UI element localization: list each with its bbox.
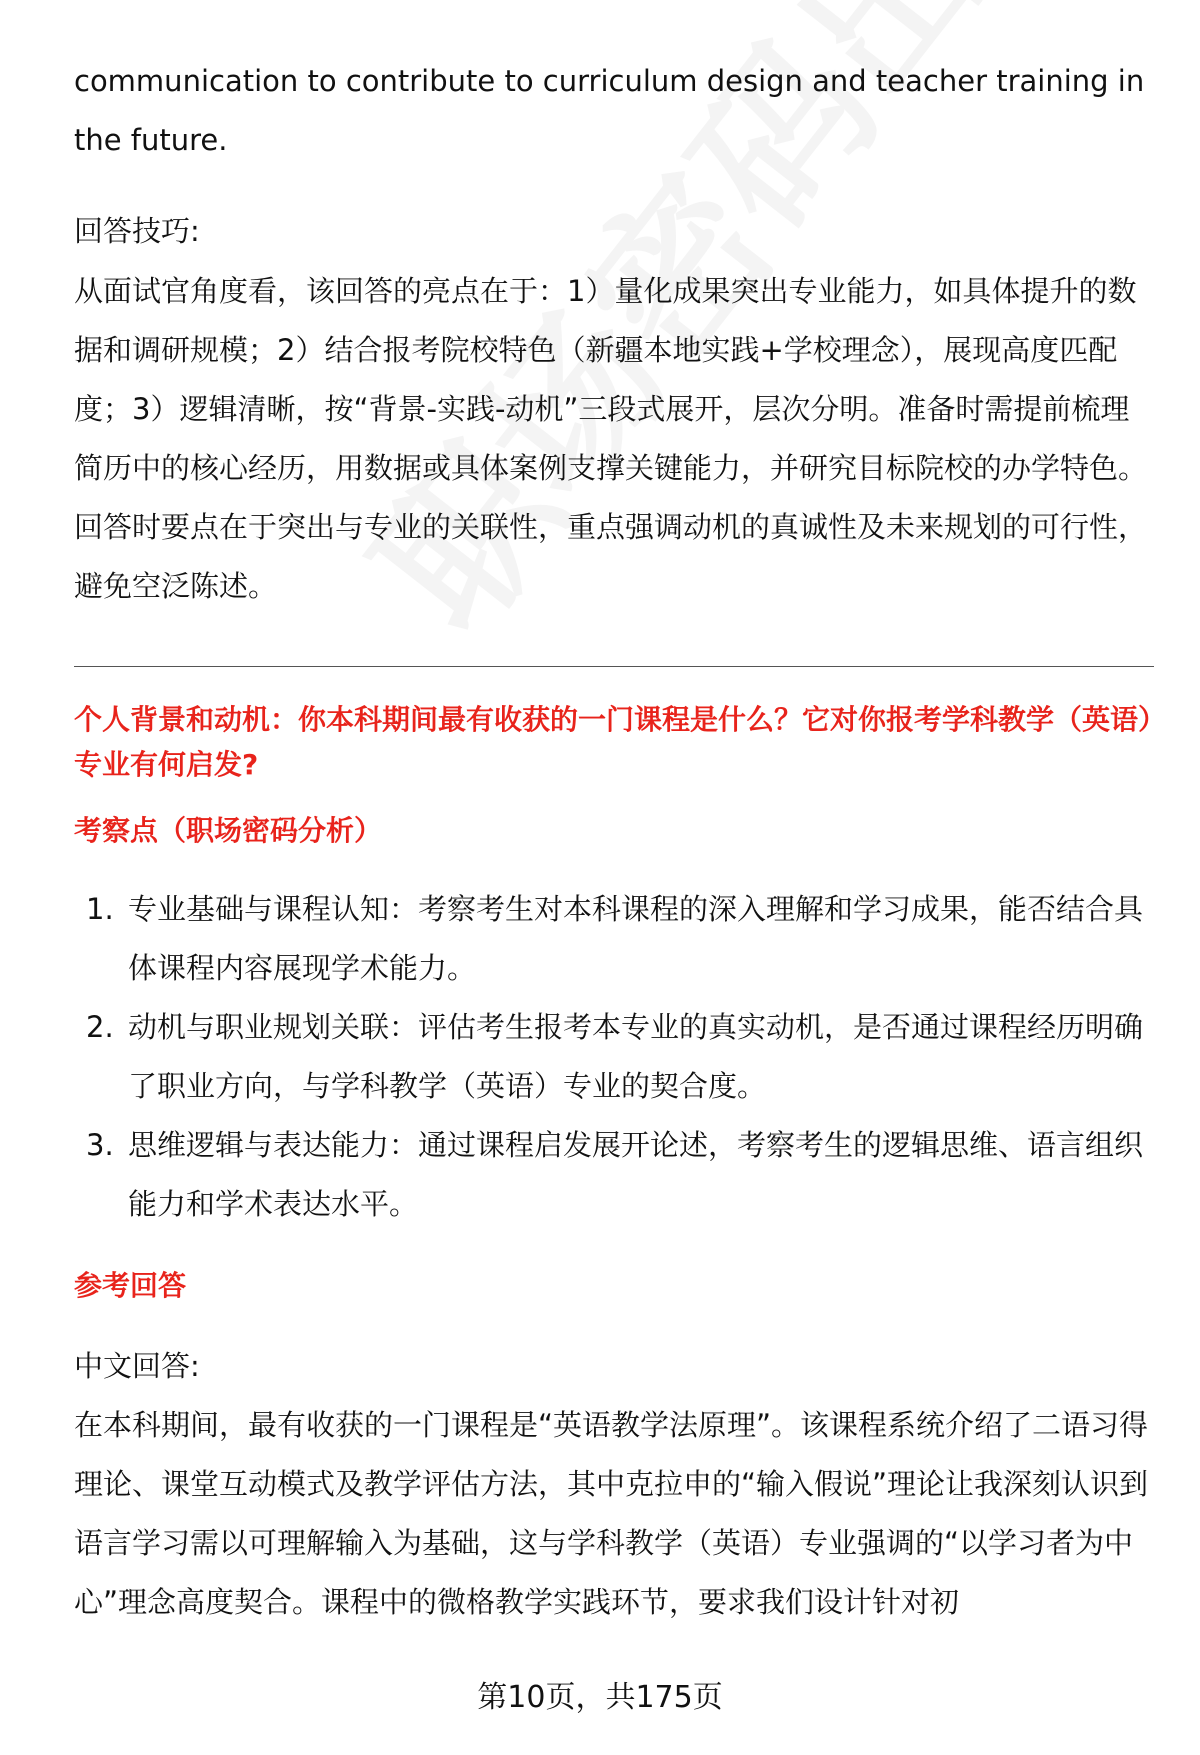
focus-item-number: 3. (86, 1128, 114, 1162)
focus-item-number: 1. (86, 892, 114, 926)
focus-item-text: 动机与职业规划关联：评估考生报考本专业的真实动机，是否通过课程经历明确了职业方向，与学科教学（英语）专业的契合度。 (128, 1010, 1144, 1103)
chinese-answer-body: 在本科期间，最有收获的一门课程是“英语教学法原理”。该课程系统介绍了二语习得理论、课堂互动模式及教学评估方法，其中克拉申的“输入假说”理论让我深刻认识到语言学习需以可理解输入为基础，这与学科教学（英语）专业强调的“以学习者为中心”理念高度契合。课程中的微格教学实践环节，要求我们设计针对初 (74, 1408, 1149, 1619)
focus-item (74, 880, 1154, 998)
section-divider (74, 666, 1154, 667)
page-number-footer: 第10页，共175页 (477, 1680, 723, 1715)
focus-item (74, 1116, 1154, 1234)
focus-title: 考察点（职场密码分析） (74, 814, 383, 847)
focus-item-number: 2. (86, 1010, 114, 1044)
focus-item-text: 专业基础与课程认知：考察考生对本科课程的深入理解和学习成果，能否结合具体课程内容展现学术能力。 (128, 892, 1144, 985)
focus-item (74, 998, 1154, 1116)
tips-body: 从面试官角度看，该回答的亮点在于：1）量化成果突出专业能力，如具体提升的数据和调研规模；2）结合报考院校特色（新疆本地实践+学校理念），展现高度匹配度；3）逻辑清晰，按“背景-实践-动机”三段式展开，层次分明。准备时需提前梳理简历中的核心经历，用数据或具体案例支撑关键能力，并研究目标院校的办学特色。回答时要点在于突出与专业的关联性，重点强调动机的真诚性及未来规划的可行性，避免空泛陈述。 (74, 274, 1148, 603)
focus-item-text: 思维逻辑与表达能力：通过课程启发展开论述，考察考生的逻辑思维、语言组织能力和学术表达水平。 (128, 1128, 1144, 1221)
tips-label: 回答技巧: (74, 214, 200, 248)
top-paragraph: communication to contribute to curriculum design and teacher training in the future. (74, 64, 1145, 157)
focus-list (74, 880, 1154, 1234)
question-title: 个人背景和动机：你本科期间最有收获的一门课程是什么？它对你报考学科教学（英语）专业有何启发? (74, 703, 1153, 781)
reference-title: 参考回答 (74, 1269, 187, 1302)
chinese-answer-label: 中文回答: (74, 1349, 200, 1383)
